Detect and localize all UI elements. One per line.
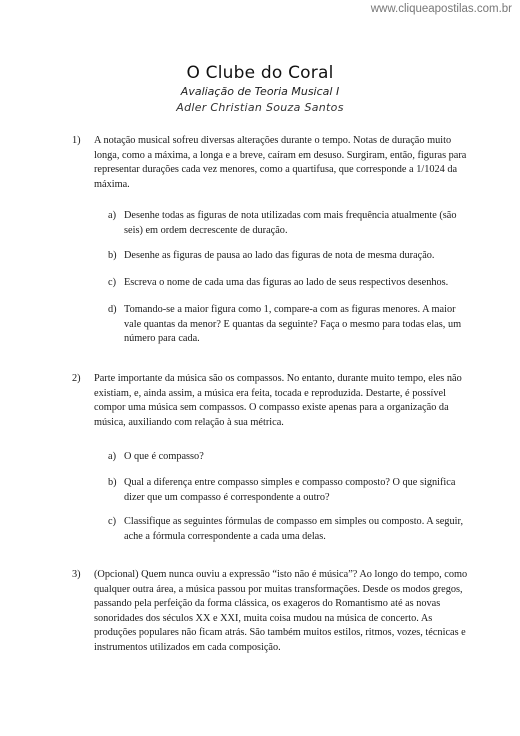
item-text: Desenhe todas as figuras de nota utilizadas com mais frequência atualmente (são seis) em ordem decrescente de duração. bbox=[124, 210, 457, 236]
item-letter: a) bbox=[108, 451, 116, 462]
question-number: 3) bbox=[72, 569, 81, 580]
question-2-item-a bbox=[108, 450, 470, 465]
document-author: Adler Christian Souza Santos bbox=[176, 101, 344, 114]
question-2-item-b bbox=[108, 476, 470, 505]
document-title: O Clube do Coral bbox=[186, 63, 334, 83]
item-letter: b) bbox=[108, 477, 117, 488]
item-letter: d) bbox=[108, 304, 117, 315]
question-1-item-a bbox=[108, 209, 470, 238]
item-text: Classifique as seguintes fórmulas de compasso em simples ou composto. A seguir, ache a fórmula correspondente a cada uma delas. bbox=[124, 516, 464, 542]
item-letter: a) bbox=[108, 210, 116, 221]
item-text: Escreva o nome de cada uma das figuras ao lado de seus respectivos desenhos. bbox=[124, 277, 449, 288]
question-1-item-b bbox=[108, 249, 470, 264]
question-3 bbox=[72, 568, 472, 656]
question-number: 2) bbox=[72, 373, 81, 384]
question-1-item-c bbox=[108, 276, 470, 291]
item-letter: b) bbox=[108, 250, 117, 261]
item-letter: c) bbox=[108, 516, 116, 527]
question-1-item-d bbox=[108, 303, 470, 347]
item-text: Qual a diferença entre compasso simples e compasso composto? O que significa dizer que um compasso é correspondente a outro? bbox=[124, 477, 456, 503]
question-text: (Opcional) Quem nunca ouviu a expressão “isto não é música”? Ao longo do tempo, como qualquer outra área, a música passou por muitas transformações. Desde os modos gregos, passando pela perfeição da forma clássica, os exageros do Romantismo até as novas sonoridades dos séculos XX e XXI, muita coisa mudou na música de concerto. As produções populares não ficam atrás. São também muitos estilos, ritmos, vozes, técnicas e instrumentos utilizados em cada composição. bbox=[94, 569, 468, 653]
item-text: O que é compasso? bbox=[124, 451, 204, 462]
question-number: 1) bbox=[72, 135, 81, 146]
source-watermark: www.cliqueapostilas.com.br bbox=[370, 3, 512, 15]
question-2-item-c bbox=[108, 515, 470, 544]
item-letter: c) bbox=[108, 277, 116, 288]
question-1 bbox=[72, 134, 472, 192]
item-text: Tomando-se a maior figura como 1, compare-a com as figuras menores. A maior vale quantas da menor? E quantas da seguinte? Faça o mesmo para todas elas, um número para cada. bbox=[124, 304, 462, 345]
item-text: Desenhe as figuras de pausa ao lado das figuras de nota de mesma duração. bbox=[124, 250, 435, 261]
document-subtitle: Avaliação de Teoria Musical I bbox=[180, 85, 340, 98]
question-text: Parte importante da música são os compassos. No entanto, durante muito tempo, eles não existiam, e, ainda assim, a música era feita, tocada e reproduzida. Destarte, é possível compor uma música sem compassos. O compasso existe apenas para a organização da música, auxiliando com relação à sua métrica. bbox=[94, 373, 462, 428]
question-2 bbox=[72, 372, 472, 430]
question-text: A notação musical sofreu diversas alterações durante o tempo. Notas de duração muito longa, como a máxima, a longa e a breve, caíram em desuso. Surgiram, então, figuras para representar durações cada vez menores, como a quartifusa, que corresponde a 1/1024 da máxima. bbox=[94, 135, 467, 190]
